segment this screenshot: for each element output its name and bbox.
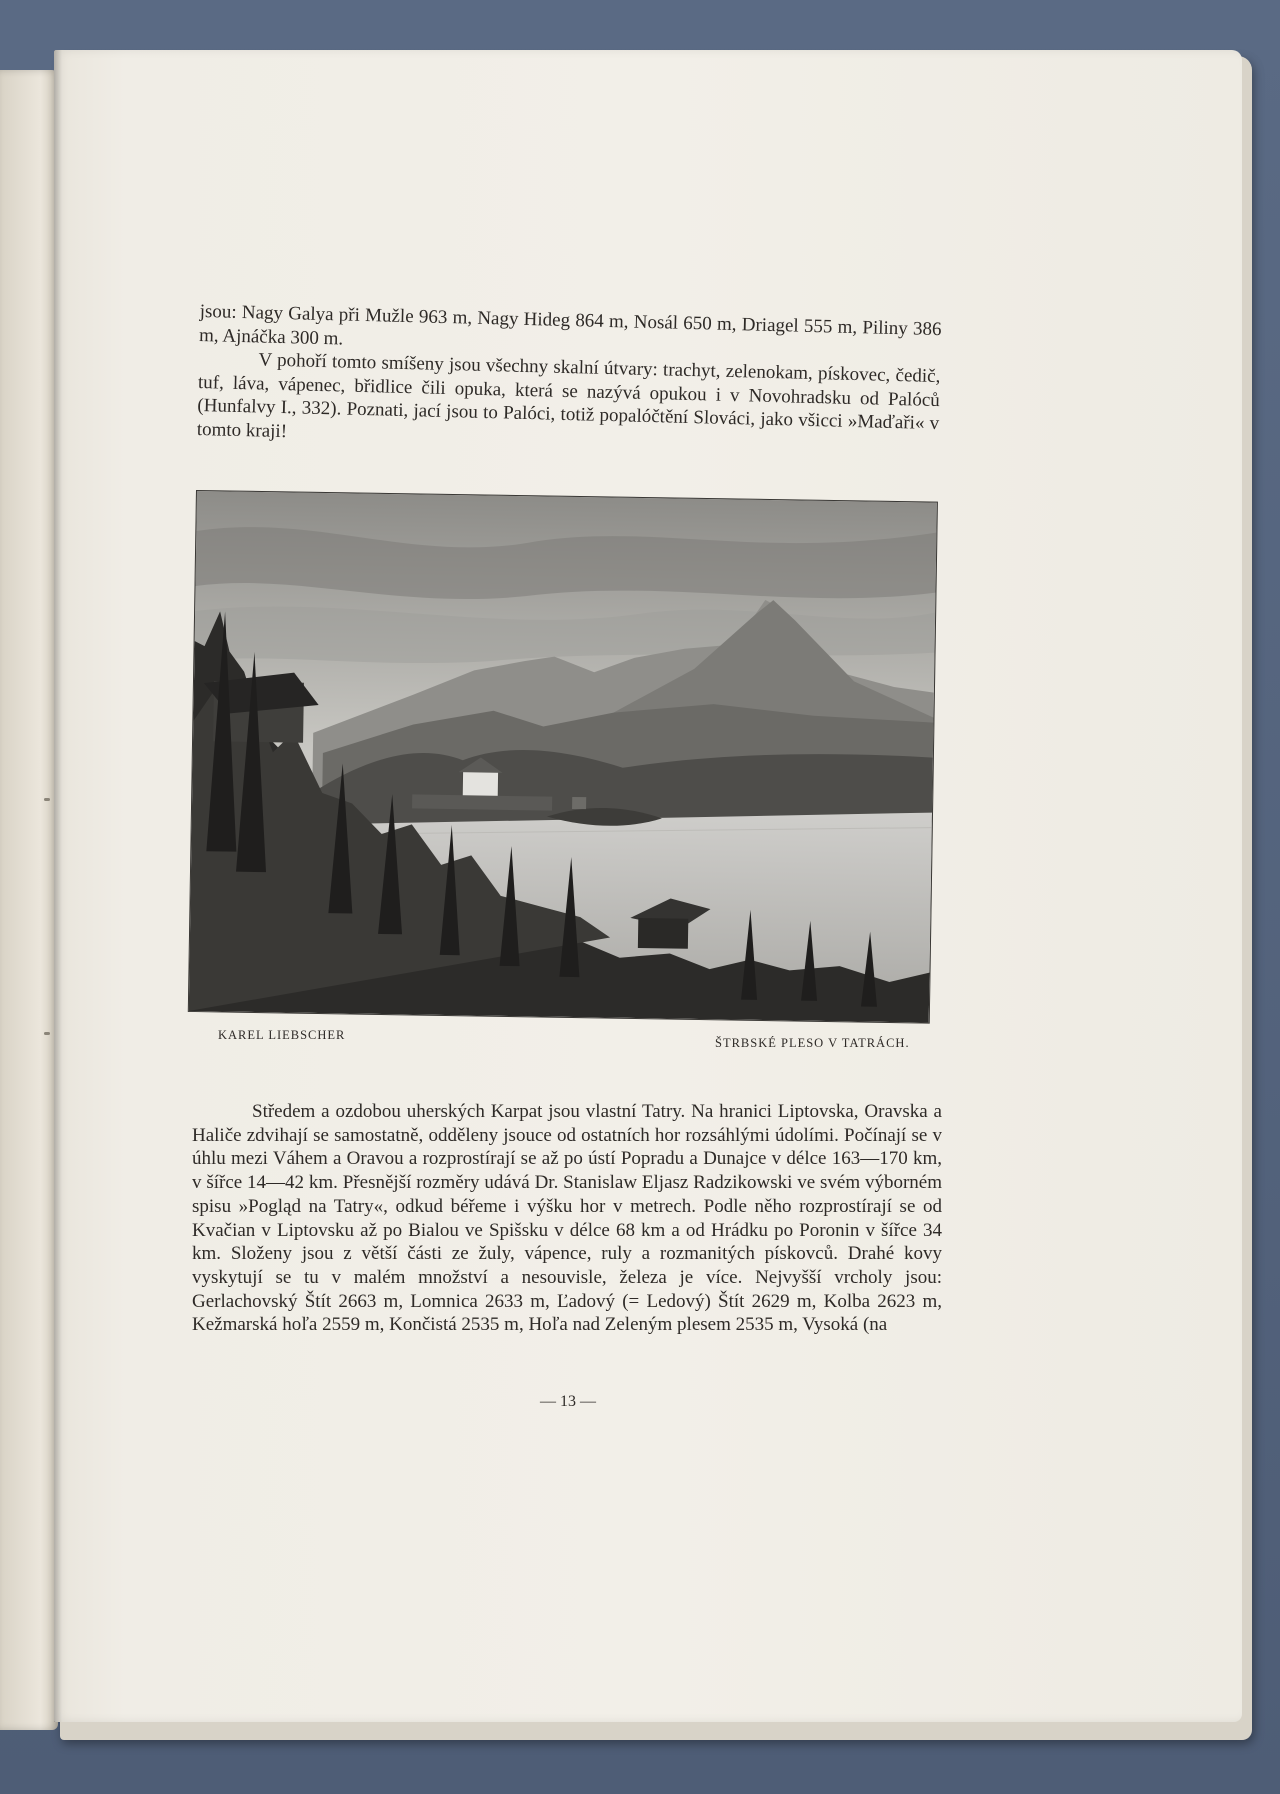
facing-page-edge — [0, 70, 58, 1730]
figure-caption-title: ŠTRBSKÉ PLESO V TATRÁCH. — [715, 1036, 910, 1050]
binding-hole — [44, 798, 50, 801]
figure-caption-author: KAREL LIEBSCHER — [218, 1028, 346, 1042]
page-number: — 13 — — [540, 1393, 596, 1410]
main-text-block — [192, 1100, 942, 1337]
top-paragraph-1: jsou: Nagy Galya při Mužle 963 m, Nagy Hideg 864 m, Nosál 650 m, Driagel 555 m, Piliny 386 m, Ajnáčka 300 m. — [198, 300, 942, 350]
main-paragraph: Středem a ozdobou uherských Karpat jsou vlastní Tatry. Na hranici Liptovska, Oravska a Haliče zdvihají se samostatně, odděleny jsouce od ostatních hor rozsáhlými údolími. Počínají se v úhlu mezi Váhem a Oravou a rozprostírají se až po ústí Popradu a Dunajce v délce 163—170 km, v šířce 14—42 km. Přesnější rozměry udává Dr. Stanislaw Eljasz Radzikowski ve svém výborném spisu »Pogląd na Tatry«, odkud béřeme i výšku hor v metrech. Podle něho rozprostírají se od Kvačian v Liptovsku až po Bialou ve Spišsku v délce 68 km a od Hrádku po Poronin v šířce 34 km. Složeny jsou z větší části ze žuly, vápence, ruly a rozmanitých pískovců. Drahé kovy vyskytují se tu v malém množství a nesouvisle, železa je více. Nejvyšší vrcholy jsou: Gerlachovský Štít 2663 m, Lomnica 2633 m, Ľadový (= Ledový) Štít 2629 m, Kolba 2623 m, Kežmarská hoľa 2559 m, Končistá 2535 m, Hoľa nad Zeleným plesem 2535 m, Vysoká (na — [192, 1101, 942, 1336]
lake-mountain-image — [189, 491, 937, 1023]
top-text-block — [197, 300, 942, 459]
top-paragraph-2: V pohoří tomto smíšeny jsou všechny skalní útvary: trachyt, zelenokam, pískovec, čedič, tuf, láva, vápenec, břidlice čili opuka, která se nazývá opukou i v Novohradsku od Palóců (Hunfalvy I., 332). Poznati, jací jsou to Palóci, totiž popalóčtění Slováci, jako všicci »Maďaři« v tomto kraji! — [196, 349, 941, 442]
landscape-illustration — [188, 490, 938, 1024]
binding-hole — [44, 1032, 50, 1035]
page-gutter-shadow — [54, 50, 62, 1722]
